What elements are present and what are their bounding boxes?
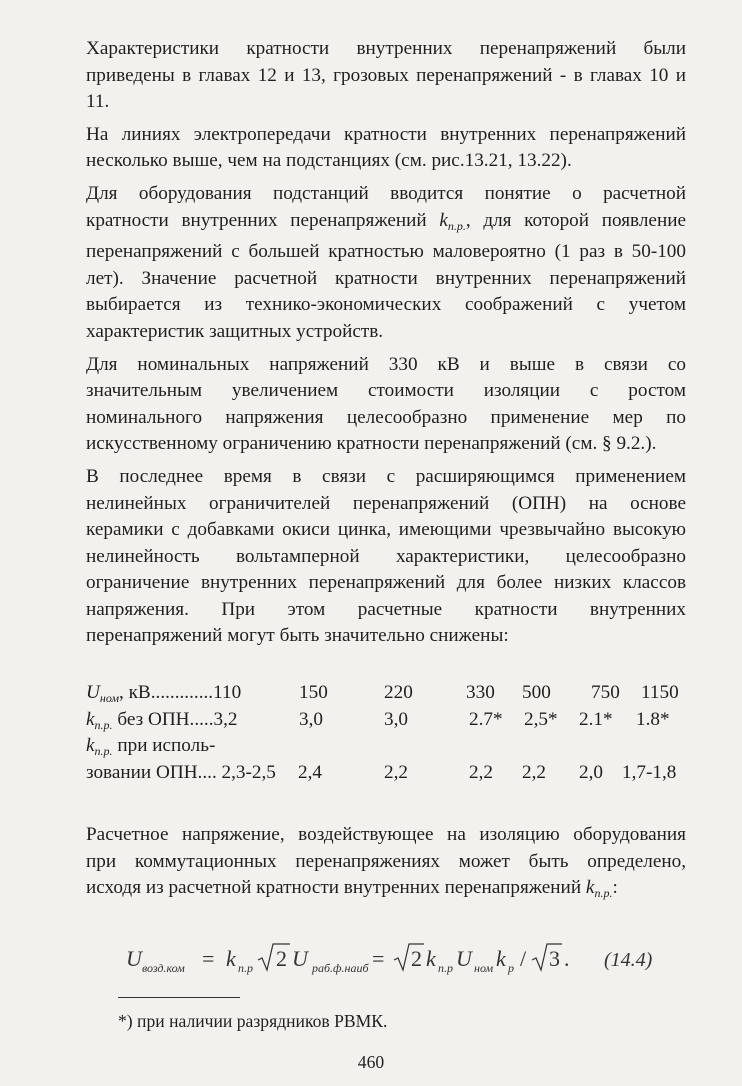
eq-sqrt-arg-3: 3 (549, 946, 560, 971)
eq-sqrt-arg-2: 2 (411, 946, 422, 971)
eq-u-subscript: раб.ф.наиб (312, 961, 369, 975)
text-line: значительным увеличением стоимости изоляции с ростом (86, 380, 686, 402)
paragraph (86, 352, 686, 458)
cell: 2.1* (579, 708, 613, 730)
cell: 1.8* (636, 708, 670, 730)
eq-equals-2: = (372, 946, 385, 971)
cell: 1150 (641, 682, 679, 703)
footnote: *) при наличии разрядников РВМК. (118, 1011, 388, 1031)
text-line: ограничение внутренних перенапряжений для более низких классов (86, 572, 686, 594)
eq-slash: / (520, 946, 527, 971)
cell: 2,0 (579, 761, 603, 783)
eq-k2-subscript: п.р (438, 961, 453, 975)
paragraph (86, 464, 686, 650)
row-label: $U_{ном}$, кВ.............110 (86, 682, 242, 705)
text-line: В последнее время в связи с расширяющимся применением (86, 465, 686, 487)
row-label: $k_{п.р.}$ без ОПН.....3,2 (86, 708, 238, 732)
text-line: характеристик защитных устройств. (86, 320, 384, 342)
table-row-kpr-opn (86, 760, 686, 787)
cell: 2,5* (524, 708, 558, 730)
formula-intro-text (86, 822, 686, 907)
cell: 220 (384, 682, 413, 703)
text-line: кратности внутренних перенапряжений $k_{п.р.}$, для которой появление (86, 209, 686, 233)
text-line: выбирается из технико-экономических соображений с учетом (86, 294, 686, 316)
text-line: Для оборудования подстанций вводится понятие о расчетной (86, 182, 686, 204)
eq-u2-subscript: ном (474, 961, 494, 975)
text-line: нелинейных ограничителей перенапряжений (ОПН) на основе (86, 492, 686, 514)
text-line: перенапряжений могут быть значительно снижены: (86, 625, 509, 647)
table-row-unom (86, 680, 686, 707)
eq-k-symbol: k (226, 946, 236, 971)
eq-dot: . (564, 946, 570, 971)
cell: 3,0 (384, 708, 408, 730)
paragraph (86, 181, 686, 346)
cell: 3,0 (299, 708, 323, 730)
text-line: Для номинальных напряжений 330 кВ и выше в связи со (86, 353, 686, 375)
text-line: искусственному ограничению кратности перенапряжений (см. § 9.2.). (86, 433, 657, 455)
paragraph (86, 122, 686, 175)
eq-k3-symbol: k (496, 946, 506, 971)
paragraph (86, 36, 686, 116)
cell: 2,2 (384, 761, 408, 783)
cell: 150 (299, 682, 328, 703)
eq-sqrt-arg: 2 (276, 946, 287, 971)
text-line: На линиях электропередачи кратности внутренних перенапряжений (86, 123, 686, 145)
row-label: зовании ОПН.... 2,3-2,5 (86, 761, 276, 783)
text-line: нелинейность вольтамперной характеристики, целесообразно (86, 545, 686, 567)
cell: 500 (522, 682, 551, 703)
text-line: Характеристики кратности внутренних перенапряжений были (86, 38, 686, 59)
body-text (86, 36, 686, 656)
text-line: 11. (86, 91, 110, 113)
cell: 2,2 (522, 761, 546, 783)
text-line: номинального напряжения целесообразно применение мер по (86, 406, 686, 428)
cell: 1,7-1,8 (622, 761, 677, 783)
eq-u-symbol: U (292, 946, 308, 971)
cell: 2,4 (298, 761, 322, 783)
text-line: Расчетное напряжение, воздействующее на изоляцию оборудования (86, 824, 686, 845)
page-number: 460 (357, 1052, 385, 1072)
text-line: исходя из расчетной кратности внутренних перенапряжений $k_{п.р.}$: (86, 877, 618, 901)
text-line: лет). Значение расчетной кратности внутренних перенапряжений (86, 267, 686, 289)
cell: 2,2 (469, 761, 493, 783)
text-line: керамики с добавками окиси цинка, имеющими чрезвычайно высокую (86, 519, 686, 541)
text-line: перенапряжений с большей кратностью маловероятно (1 раз в 50-100 (86, 241, 686, 263)
eq-lhs-symbol: U (126, 946, 142, 971)
row-label: $k_{п.р.}$ при исполь- (86, 735, 216, 759)
eq-equals: = (202, 946, 215, 971)
text-line: приведены в главах 12 и 13, грозовых перенапряжений - в главах 10 и (86, 64, 686, 86)
eq-u2-symbol: U (456, 946, 472, 971)
text-line: напряжения. При этом расчетные кратности внутренних (86, 598, 686, 620)
text-line: при коммутационных перенапряжениях может быть определено, (86, 850, 686, 872)
table-row-kpr-no-opn (86, 707, 686, 734)
cell: 750 (591, 682, 620, 703)
cell: 330 (466, 682, 495, 703)
footnote-divider (118, 997, 240, 998)
text-line: несколько выше, чем на подстанциях (см. рис.13.21, 13.22). (86, 150, 572, 172)
cell: 2.7* (469, 708, 503, 730)
eq-k2-symbol: k (426, 946, 436, 971)
equation-14-4 (118, 938, 678, 978)
eq-k3-subscript: р (508, 961, 514, 975)
equation-graphic (118, 938, 678, 982)
eq-number: (14.4) (604, 949, 653, 971)
overvoltage-table (86, 680, 686, 786)
eq-k-subscript: п.р (238, 961, 253, 975)
table-row-kpr-opn-label (86, 733, 686, 760)
eq-lhs-subscript: возд.ком (142, 961, 185, 975)
